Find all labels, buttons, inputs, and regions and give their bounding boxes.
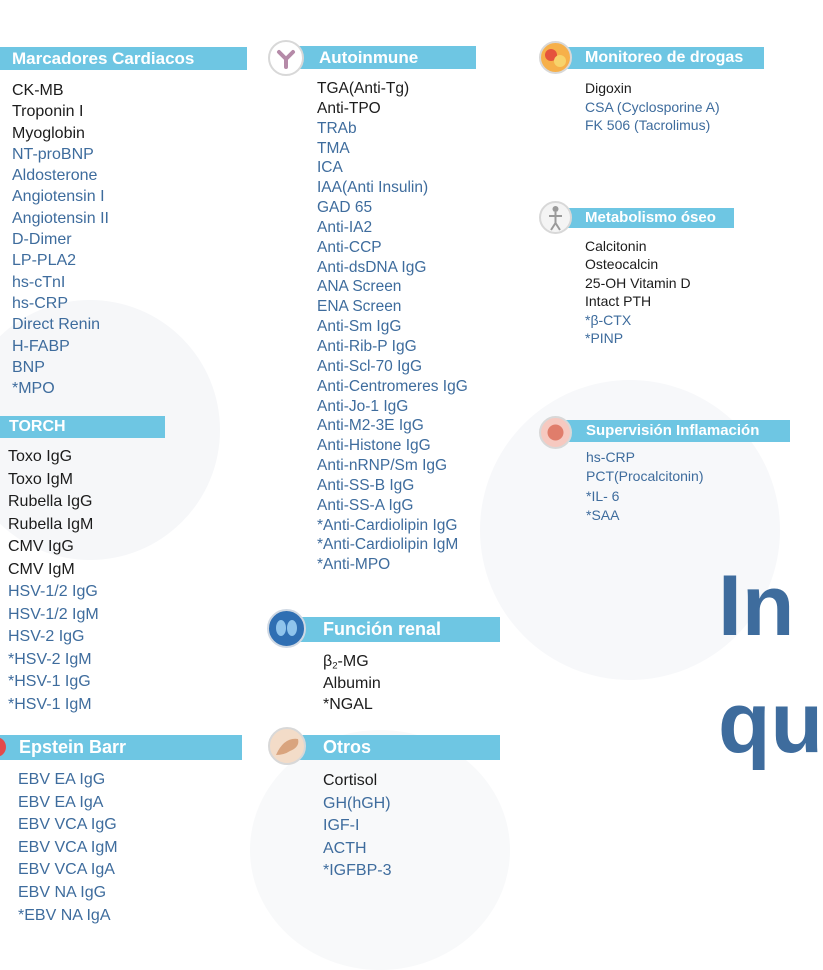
test-item-hs-crp: hs-CRP [586,449,636,465]
antibody-icon [268,40,304,76]
test-item-ebv-ea-iga: EBV EA IgA [18,793,104,811]
test-item-cmv-igm: CMV IgM [8,560,75,578]
section-torch [0,416,165,716]
test-item-anti-m2-3e-igg: Anti-M2-3E IgG [317,417,424,435]
large-heading-fragment: In [718,558,795,654]
test-item-hsv-1-igg: *HSV-1 IgG [8,673,91,690]
otros-test-list [323,770,500,883]
test-item-iaa-anti-insulin: IAA(Anti Insulin) [317,179,429,197]
test-item-pinp: *PINP [585,330,624,347]
section-header [283,46,476,69]
large-heading-fragment: qu [718,675,823,771]
test-item-cortisol: Cortisol [323,772,378,789]
test-item-hsv-1-igm: *HSV-1 IgM [8,695,92,713]
test-item-igf-i: IGF-I [323,817,360,834]
section-cardiac-markers [0,47,247,399]
test-item-anti-sm-igg: Anti-Sm IgG [317,318,402,336]
test-item-25-oh-vitamin-d: 25-OH Vitamin D [585,274,691,291]
test-item-gh-hgh: GH(hGH) [323,794,391,812]
section-epstein-barr [0,735,242,927]
test-item-ebv-vca-igg: EBV VCA IgG [18,816,117,834]
test-item-beta2-mg [323,651,500,673]
test-item-anti-ss-a-igg: Anti-SS-A IgG [317,496,414,514]
test-item-h-fabp: H-FABP [12,337,70,355]
test-item-hsv-1-2-igg: HSV-1/2 IgG [8,583,98,600]
test-item-cmv-igg: CMV IgG [8,538,74,555]
test-item-aldosterone: Aldosterone [12,167,98,185]
test-item-anti-histone-igg: Anti-Histone IgG [317,437,431,455]
section-header [556,420,790,442]
test-item-intact-pth: Intact PTH [585,293,652,310]
section-title: Marcadores Cardiacos [12,49,195,68]
test-item-anti-jo-1-igg: Anti-Jo-1 IgG [317,397,409,415]
section-title: TORCH [9,418,66,435]
section-title: Otros [323,737,372,757]
test-item-anti-scl-70-igg: Anti-Scl-70 IgG [317,357,423,375]
section-header [556,47,764,69]
test-item-igfbp-3: *IGFBP-3 [323,862,392,879]
test-item-anti-cardiolipin-igm: *Anti-Cardiolipin IgM [317,536,459,554]
renal-test-list [323,651,500,716]
test-item-anti-ccp: Anti-CCP [317,238,382,256]
test-item-saa: *SAA [586,506,620,523]
test-item-text-part: -MG [337,653,369,670]
test-item-acth: ACTH [323,839,367,857]
test-item-anti-nrnp-sm-igg: Anti-nRNP/Sm IgG [317,457,448,475]
test-item-anti-centromeres-igg: Anti-Centromeres IgG [317,377,468,395]
section-autoimmune [283,46,476,575]
section-title: Supervisión Inflamación [586,422,760,439]
test-item-ebv-ea-igg: EBV EA IgG [18,771,106,788]
test-item-anti-rib-p-igg: Anti-Rib-P IgG [317,337,417,355]
test-item-hsv-1-2-igm: HSV-1/2 IgM [8,605,99,623]
section-icon [0,737,6,757]
test-item-ctx: *β-CTX [585,311,632,328]
test-item-nt-probnp: NT-proBNP [12,145,94,163]
test-item-ebv-vca-iga: EBV VCA IgA [18,861,115,879]
section-title: Función renal [323,619,442,639]
section-header [0,47,247,70]
test-item-ebv-na-iga: *EBV NA IgA [18,906,111,924]
test-item-ica: ICA [317,159,343,177]
autoinmune-test-list [317,79,476,575]
section-title: Autoinmune [319,48,419,67]
test-item-text-part: 2 [332,660,338,672]
test-item-anti-ss-b-igg: Anti-SS-B IgG [317,476,415,494]
test-item-bnp: BNP [12,358,45,376]
test-item-digoxin: Digoxin [585,80,632,96]
test-item-direct-renin: Direct Renin [12,316,101,334]
section-others [286,735,500,883]
test-item-anti-ia2: Anti-IA2 [317,218,373,236]
test-item-troponin-i: Troponin I [12,103,84,121]
test-item-hsv-2-igg: HSV-2 IgG [8,628,85,645]
test-item-toxo-igg: Toxo IgG [8,448,73,465]
section-inflammation [556,420,790,525]
test-item-tma: TMA [317,139,350,157]
marcadores-test-list [12,80,247,399]
section-renal-function [286,617,500,716]
section-title: Metabolismo óseo [585,209,716,226]
test-item-text-part: β [323,653,333,670]
drogas-test-list [585,79,764,135]
test-item-trab: TRAb [317,119,357,137]
section-header [556,208,734,228]
test-item-toxo-igm: Toxo IgM [8,470,73,488]
section-header [0,416,165,438]
test-item-angiotensin-ii: Angiotensin II [12,209,109,227]
test-item-rubella-igg: Rubella IgG [8,493,93,510]
test-item-albumin: Albumin [323,674,381,692]
inflammation-icon [539,416,572,449]
inflamacion-test-list [586,448,790,525]
torch-test-list [8,446,165,716]
test-item-tga-anti-tg: TGA(Anti-Tg) [317,80,410,97]
test-item-osteocalcin: Osteocalcin [585,256,659,273]
test-item-anti-dsdna-igg: Anti-dsDNA IgG [317,258,427,276]
test-item-ngal: *NGAL [323,696,373,713]
test-item-mpo: *MPO [12,380,55,398]
epstein-test-list [18,769,242,927]
section-header [286,617,500,642]
test-item-hs-crp: hs-CRP [12,294,69,312]
test-item-anti-tpo: Anti-TPO [317,99,381,117]
test-item-ana-screen: ANA Screen [317,278,402,296]
oseo-test-list [585,237,734,347]
test-item-ck-mb: CK-MB [12,82,64,99]
section-drug-monitoring [556,47,764,135]
test-item-ebv-vca-igm: EBV VCA IgM [18,838,118,856]
test-item-myoglobin: Myoglobin [12,124,85,142]
test-item-csa-cyclosporine-a: CSA (Cyclosporine A) [585,98,720,115]
test-item-gad-65: GAD 65 [317,199,373,217]
section-header [286,735,500,760]
test-item-fk-506-tacrolimus: FK 506 (Tacrolimus) [585,117,711,133]
test-item-d-dimer: D-Dimer [12,231,72,249]
test-item-calcitonin: Calcitonin [585,238,647,254]
test-item-lp-pla2: LP-PLA2 [12,252,77,270]
section-header [0,735,242,760]
test-item-hs-ctni: hs-cTnI [12,273,66,291]
test-item-ebv-na-igg: EBV NA IgG [18,883,107,901]
section-bone-metabolism [556,208,734,347]
test-item-anti-cardiolipin-igg: *Anti-Cardiolipin IgG [317,516,458,534]
test-item-hsv-2-igm: *HSV-2 IgM [8,650,92,668]
arm-icon [268,727,306,765]
test-item-il-6: *IL- 6 [586,487,620,504]
section-title: Epstein Barr [19,737,127,757]
test-item-ena-screen: ENA Screen [317,298,402,316]
test-item-anti-mpo: *Anti-MPO [317,556,391,574]
pills-icon [539,41,572,74]
kidney-icon [267,609,306,648]
skeleton-icon [539,201,572,234]
test-item-pct-procalcitonin: PCT(Procalcitonin) [586,468,704,485]
test-item-rubella-igm: Rubella IgM [8,515,94,533]
test-item-angiotensin-i: Angiotensin I [12,188,105,206]
section-title: Monitoreo de drogas [585,49,744,66]
